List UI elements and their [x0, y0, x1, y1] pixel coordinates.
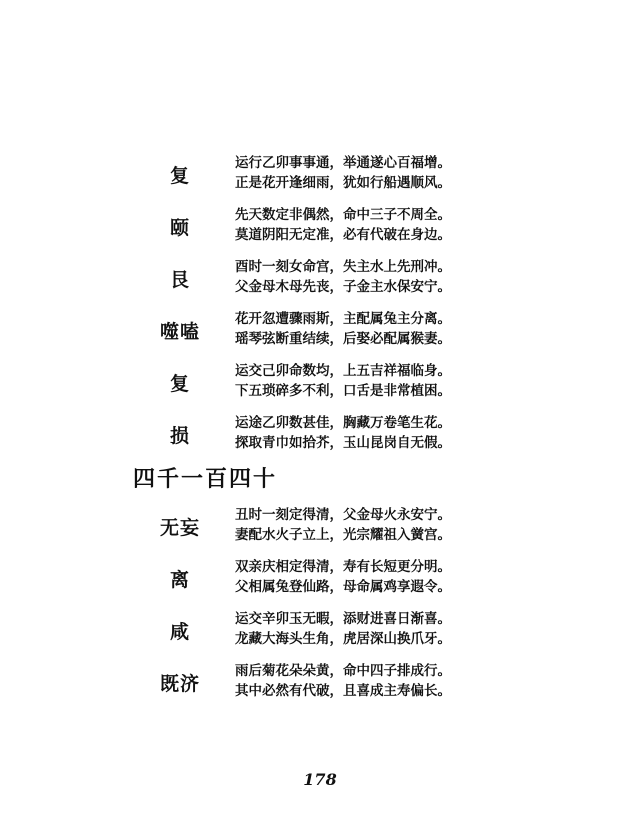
entry [140, 257, 500, 299]
verse-line: 父金母木母先丧，子金主水保安宁。 [235, 279, 451, 295]
verse [235, 609, 451, 649]
verse-line: 雨后菊花朵朵黄，命中四子排成行。 [235, 663, 451, 679]
verse-line: 父相属兔登仙路，母命属鸡享遐令。 [235, 579, 451, 595]
verse-line: 花开忽遭骤雨斯，主配属兔主分离。 [235, 311, 451, 327]
hexagram-name: 噬嗑 [159, 321, 200, 343]
hexagram-name: 复 [169, 165, 190, 187]
verse-line: 下五琐碎多不利，口舌是非常植困。 [235, 383, 451, 399]
verse-line: 正是花开逢细雨，犹如行船遇顺风。 [235, 175, 451, 191]
verse-line: 妻配水火子立上，光宗耀祖入黉宫。 [235, 527, 451, 543]
verse-line: 运交辛卯玉无暇，添财进喜日渐喜。 [235, 611, 451, 627]
hexagram-name: 颐 [169, 217, 190, 239]
entry [140, 661, 500, 703]
entry [140, 609, 500, 651]
verse [235, 361, 451, 401]
entry [140, 361, 500, 403]
entry [140, 557, 500, 599]
verse [235, 257, 451, 297]
verse [235, 205, 451, 245]
verse-line: 龙藏大海头生角，虎居深山换爪牙。 [235, 631, 451, 647]
hexagram-name: 既济 [159, 673, 200, 695]
entry [140, 205, 500, 247]
verse-line: 先天数定非偶然，命中三子不周全。 [235, 207, 451, 223]
verse [235, 413, 451, 453]
verse [235, 505, 451, 545]
verse-line: 双亲庆相定得清，寿有长短更分明。 [235, 559, 451, 575]
verse [235, 661, 451, 701]
entry [140, 505, 500, 547]
verse-line: 丑时一刻定得清，父金母火永安宁。 [235, 507, 451, 523]
hexagram-name: 损 [169, 425, 190, 447]
verse [235, 153, 451, 193]
entry [140, 153, 500, 195]
verse [235, 309, 451, 349]
verse-line: 运交己卯命数均，上五吉祥福临身。 [235, 363, 451, 379]
hexagram-name: 无妄 [159, 517, 200, 539]
verse-line: 运行乙卯事事通，举通遂心百福增。 [235, 155, 451, 171]
page-number: 178 [303, 770, 337, 789]
hexagram-name: 复 [169, 373, 190, 395]
entry [140, 413, 500, 455]
verse-line: 其中必然有代破，且喜成主寿偏长。 [235, 683, 451, 699]
verse-line: 探取青巾如拾芥，玉山昆岗自无假。 [235, 435, 451, 451]
verse-line: 运途乙卯数甚佳，胸藏万卷笔生花。 [235, 415, 451, 431]
verse [235, 557, 451, 597]
hexagram-name: 离 [169, 569, 190, 591]
verse-line: 酉时一刻女命宫，失主水上先刑冲。 [235, 259, 451, 275]
verse-line: 莫道阴阳无定准，必有代破在身边。 [235, 227, 451, 243]
verse-line: 瑶琴弦断重结续，后娶必配属猴妻。 [235, 331, 451, 347]
hexagram-name: 咸 [169, 621, 190, 643]
hexagram-name: 艮 [169, 269, 190, 291]
entry [140, 309, 500, 351]
section-heading: 四千一百四十 [133, 466, 278, 492]
